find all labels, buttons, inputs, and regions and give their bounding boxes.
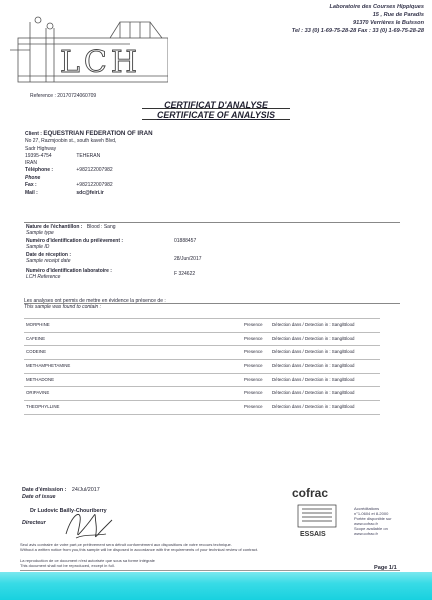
receipt-date-label: Date de réception : — [26, 252, 72, 258]
signature-icon — [60, 504, 116, 544]
client-fax: +982122007982 — [76, 182, 113, 189]
legal-line: This document shall not be reproduced, except in full. — [20, 563, 115, 569]
lch-reference-value: F 324622 — [174, 271, 196, 277]
lab-name: Laboratoire des Courses Hippiques — [329, 4, 424, 10]
logo-text: LCH — [60, 45, 142, 80]
accreditation-info — [354, 506, 428, 536]
table-row — [24, 401, 380, 415]
legal-notice — [20, 542, 400, 552]
sample-type-value: Blood : Sang — [86, 224, 116, 230]
presence: Presence — [244, 376, 263, 382]
table-row — [24, 360, 380, 374]
substance-name: MORPHINE — [26, 322, 50, 327]
detection: Détection dans / Detection in : Sang/Blood — [272, 363, 355, 369]
accreditation-line: Accréditations — [354, 506, 380, 511]
presence: Presence — [244, 390, 263, 396]
issue-date-value: 24/Jul/2017 — [71, 487, 100, 493]
issue-date — [22, 487, 100, 501]
issue-date-label: Date d'émission : — [22, 487, 67, 493]
cofrac-mark: ESSAIS — [300, 531, 326, 538]
lab-city: 91370 Verrières le Buisson — [352, 20, 424, 26]
legal-line: La reproduction de ce document n'est autorisée que sous sa forme intégrale — [20, 558, 155, 563]
lab-address — [176, 3, 424, 35]
receipt-date-row — [26, 252, 286, 268]
client-address-2: Sadr Highway — [25, 145, 57, 152]
client-name: EQUESTRIAN FEDERATION OF IRAN — [43, 130, 153, 137]
detection: Détection dans / Detection in : Sang/Blood — [272, 335, 355, 341]
legal-line: Without a written notice from you,this sample will be disposed in accordance with the requirements of your technical review of contract. — [20, 547, 259, 553]
accreditation-line: n°1-0604 et 8-2000 — [354, 511, 389, 516]
certificate-title — [150, 100, 282, 120]
results-table — [24, 318, 380, 415]
director-name: Dr Ludovic Bailly-Chouriberry — [30, 508, 107, 514]
director-title: Directeur — [22, 520, 46, 526]
presence: Presence — [244, 349, 263, 355]
accreditation-line: Portée disponible sur — [354, 516, 392, 521]
substance-name: CODEINE — [26, 349, 47, 355]
lab-street: 15 , Rue de Paradis — [372, 12, 424, 18]
substance-name: CAFEINE — [26, 335, 46, 341]
cofrac-logo — [292, 485, 344, 539]
client-block — [25, 130, 325, 198]
table-row — [24, 333, 380, 347]
client-city: TEHERAN — [76, 152, 101, 159]
accreditation-line: www.cofrac.fr — [354, 531, 379, 536]
client-country: IRAN — [25, 160, 37, 167]
table-row — [24, 387, 380, 401]
detection: Détection dans / Detection in : Sang/Blood — [272, 322, 355, 327]
accreditation-line: Scope available on — [354, 526, 388, 531]
lch-reference-label-en: LCH Reference — [26, 273, 61, 280]
phone-label: Téléphone : — [25, 167, 54, 174]
client-address-1: No 27, Razmjoobin st., south kaveh Blvd, — [25, 138, 117, 145]
lch-reference-row — [26, 268, 286, 282]
table-row — [24, 374, 380, 388]
substance-name: ORIPAVINE — [26, 390, 50, 396]
table-row — [24, 346, 380, 360]
client-postcode-city — [25, 153, 325, 160]
presence: Presence — [244, 322, 263, 327]
sample-type-label-en: Sample type — [26, 229, 54, 236]
table-row — [24, 318, 380, 333]
detection: Détection dans / Detection in : Sang/Blood — [272, 390, 355, 396]
sample-id-label: Numéro d'identification du prélèvement : — [26, 238, 124, 244]
substance-name: METHADONE — [26, 376, 55, 382]
reproduction-notice — [20, 558, 320, 568]
results-intro-en: This sample was found to contain : — [24, 304, 101, 310]
mail-label: Mail : — [25, 190, 38, 197]
title-fr: CERTIFICAT D'ANALYSE — [164, 100, 268, 110]
cofrac-brand: cofrac — [292, 486, 329, 500]
sample-id-label-en: Sample ID — [26, 243, 50, 250]
client-mail-row — [25, 190, 325, 197]
substance-name: THEOPHYLLINE — [26, 404, 60, 410]
scan-edge-bar — [0, 572, 432, 600]
lch-reference-label: Numéro d'identification laboratoire : — [26, 268, 112, 274]
client-phone-row — [25, 167, 325, 174]
receipt-date-value: 28/Jun/2017 — [174, 256, 202, 262]
footer-rule — [20, 570, 400, 571]
results-intro-fr: Les analyses ont permis de mettre en évidence la présence de : — [24, 298, 166, 304]
title-en: CERTIFICATE OF ANALYSIS — [157, 110, 275, 120]
sample-type-row — [26, 224, 286, 238]
client-fax-row — [25, 182, 325, 189]
detection: Détection dans / Detection in : Sang/Blood — [272, 376, 355, 382]
client-postcode: 19395-4754 — [25, 152, 52, 159]
legal-line: Seul avis contraire de votre part,ce prélèvement sera détruit conformément aux dispositions de votre recours technique. — [20, 542, 232, 547]
client-name-row — [25, 130, 325, 138]
detection: Détection dans / Detection in : Sang/Blood — [272, 404, 355, 410]
accreditation-line: www.cofrac.fr — [354, 521, 379, 526]
detection: Détection dans / Detection in : Sang/Blood — [272, 349, 355, 355]
presence: Presence — [244, 404, 263, 410]
client-mail: sdc@feiri.ir — [76, 190, 104, 197]
sample-info — [26, 224, 286, 282]
sample-type-label: Nature de l'échantillon : — [26, 224, 83, 230]
client-phone: +982122007982 — [76, 167, 113, 174]
phone-label-en: Phone — [25, 174, 41, 181]
sample-id-value: 01888457 — [174, 238, 197, 244]
presence: Presence — [244, 335, 263, 341]
page-number: Page 1/1 — [374, 565, 397, 571]
reference-number: Reference : 20170724060709 — [30, 93, 97, 99]
client-label: Client : — [25, 131, 42, 137]
receipt-date-label-en: Sample receipt date — [26, 257, 71, 264]
substance-name: METHAMPHETAMINE — [26, 363, 71, 369]
lch-logo — [10, 14, 168, 84]
presence: Presence — [244, 363, 263, 369]
sample-id-row — [26, 238, 286, 252]
results-intro — [24, 298, 166, 310]
issue-date-label-en: Date of issue — [22, 494, 56, 500]
lab-phone-fax: Tel : 33 (0) 1-69-75-28-28 Fax : 33 (0) 1-69-75-28-28 — [291, 28, 424, 34]
fax-label: Fax : — [25, 182, 37, 189]
